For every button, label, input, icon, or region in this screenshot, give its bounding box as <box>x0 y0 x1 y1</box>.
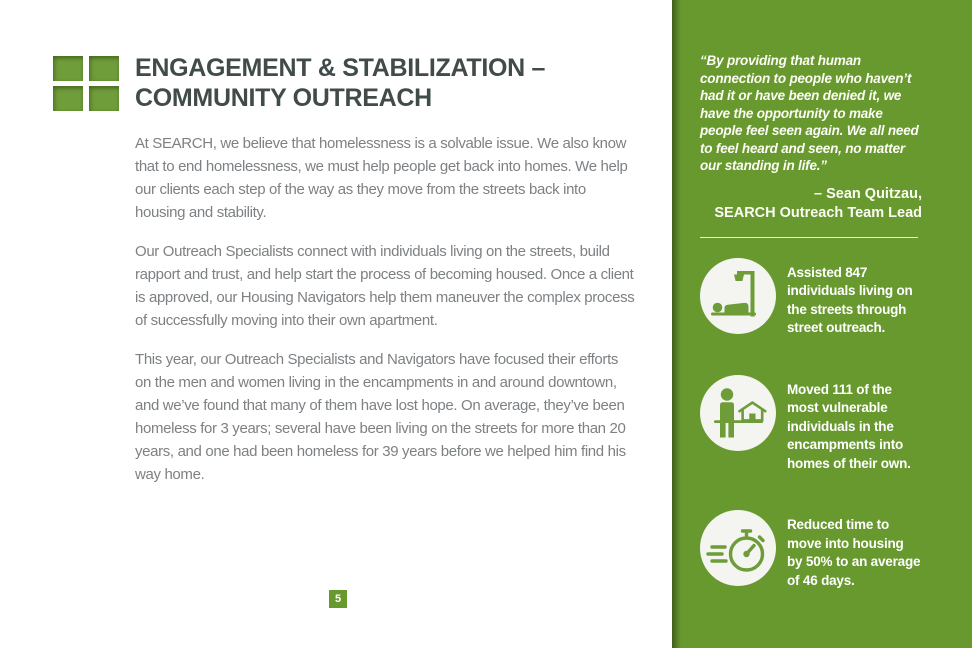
page-title <box>135 53 545 113</box>
stat-moved-to-homes <box>700 375 922 474</box>
logo-square <box>89 56 119 81</box>
moved-to-homes-icon <box>700 375 776 451</box>
section-header <box>0 0 672 113</box>
reduced-time-stopwatch-icon <box>700 510 776 586</box>
body-copy <box>135 132 635 486</box>
quote-attribution <box>700 185 922 224</box>
quote-attribution-title: SEARCH Outreach Team Lead <box>714 205 922 221</box>
sidebar <box>672 0 972 648</box>
stat-text: Reduced time to move into housing by 50% to an average of 46 days. <box>787 517 921 588</box>
stat-street-outreach <box>700 258 922 338</box>
body-paragraph-1: At SEARCH, we believe that homelessness is a solvable issue. We also know that to end homelessness, we must help people get back into homes. We help our clients each step of the way as they move from the streets back into housing and stability. <box>135 135 628 221</box>
page-title-line1: ENGAGEMENT & STABILIZATION – <box>135 54 546 82</box>
page-number-badge: 5 <box>329 590 347 608</box>
stat-text: Assisted 847 individuals living on the streets through street outreach. <box>787 264 913 335</box>
divider <box>700 237 918 238</box>
stat-reduced-time <box>700 510 922 590</box>
body-paragraph-2: Our Outreach Specialists connect with individuals living on the streets, build rapport and trust, and help start the process of becoming housed. Once a client is approved, our Housing Navigators help them maneuver the complex process of successfully moving into their own apartment. <box>135 243 635 329</box>
body-paragraph-3: This year, our Outreach Specialists and Navigators have focused their efforts on the men and women living in the encampments in and around downtown, and we’ve found that many of them have lost hope. On average, they’ve been homeless for 3 years; several have been living on the streets for more than 20 years, and one had been homeless for 39 years before we helped him find his way home. <box>135 351 626 483</box>
pull-quote: “By providing that human connection to people who haven’t had it or have been denied it, we have the opportunity to make people feel seen again. We all need to feel heard and seen, no matter our standing in life.” <box>700 53 919 173</box>
quote-attribution-name: – Sean Quitzau, <box>814 185 922 202</box>
logo-square <box>53 86 83 111</box>
search-logo-icon <box>53 56 119 111</box>
logo-square <box>89 86 119 111</box>
logo-square <box>53 56 83 81</box>
stats-list <box>700 258 922 591</box>
page-title-line2: COMMUNITY OUTREACH <box>135 84 432 112</box>
stat-text: Moved 111 of the most vulnerable individuals in the encampments into homes of their own. <box>787 381 911 471</box>
street-outreach-icon <box>700 258 776 334</box>
